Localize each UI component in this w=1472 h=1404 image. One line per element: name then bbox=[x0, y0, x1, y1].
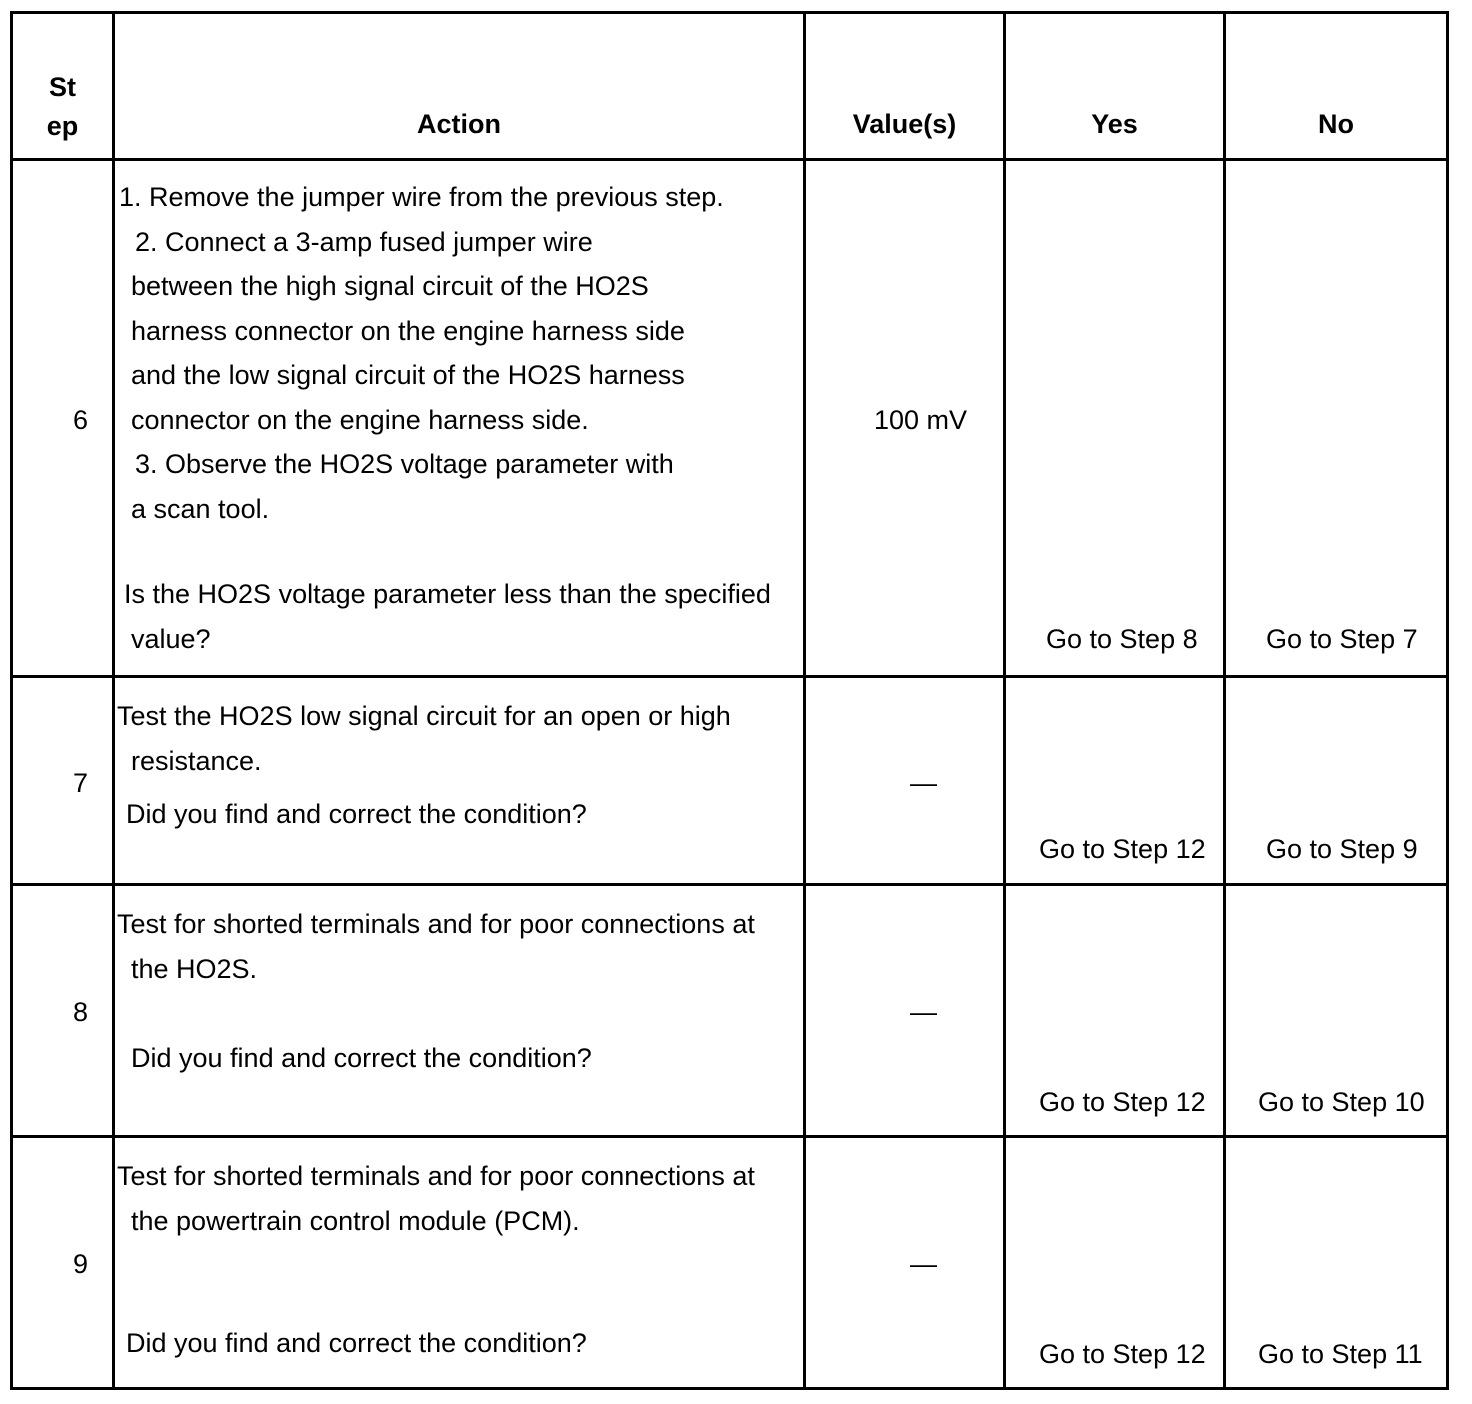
step-number: 9 bbox=[73, 1249, 89, 1279]
header-no: No bbox=[1225, 13, 1448, 160]
no-cell: Go to Step 7 bbox=[1225, 160, 1448, 677]
yes-cell: Go to Step 12 bbox=[1005, 885, 1225, 1137]
step-number: 7 bbox=[73, 768, 89, 798]
step-number: 6 bbox=[73, 405, 89, 435]
step-number: 8 bbox=[73, 997, 89, 1027]
table-row bbox=[12, 1137, 1448, 1389]
action-cell: Test the HO2S low signal circuit for an open or high resistance. Did you find and correct the condition? bbox=[114, 677, 805, 885]
yes-cell: Go to Step 8 bbox=[1005, 160, 1225, 677]
value-cell: — bbox=[805, 677, 1005, 885]
step-cell bbox=[12, 1137, 114, 1389]
diagnostic-table bbox=[10, 11, 1449, 1390]
action-cell: 1. Remove the jumper wire from the previous step. 2. Connect a 3-amp fused jumper wire between the high signal circuit of the HO2S harness connector on the engine harness side and the low signal circuit of the HO2S harness connector on the engine harness side. 3. Observe the HO2S voltage parameter with a scan tool. Is the HO2S voltage parameter less than the specified value? bbox=[114, 160, 805, 677]
value-cell: — bbox=[805, 1137, 1005, 1389]
value-cell: 100 mV bbox=[805, 160, 1005, 677]
step-cell bbox=[12, 677, 114, 885]
header-step: St ep bbox=[12, 13, 114, 160]
header-values: Value(s) bbox=[805, 13, 1005, 160]
step-cell bbox=[12, 160, 114, 677]
no-cell: Go to Step 11 bbox=[1225, 1137, 1448, 1389]
value-cell: — bbox=[805, 885, 1005, 1137]
action-cell: Test for shorted terminals and for poor connections at the powertrain control module (PCM). Did you find and correct the condition? bbox=[114, 1137, 805, 1389]
step-cell bbox=[12, 885, 114, 1137]
table-row bbox=[12, 677, 1448, 885]
table-row bbox=[12, 885, 1448, 1137]
no-cell: Go to Step 10 bbox=[1225, 885, 1448, 1137]
header-row bbox=[12, 13, 1448, 160]
yes-cell: Go to Step 12 bbox=[1005, 677, 1225, 885]
yes-cell: Go to Step 12 bbox=[1005, 1137, 1225, 1389]
no-cell: Go to Step 9 bbox=[1225, 677, 1448, 885]
action-cell: Test for shorted terminals and for poor connections at the HO2S. Did you find and correct the condition? bbox=[114, 885, 805, 1137]
header-yes: Yes bbox=[1005, 13, 1225, 160]
table-row bbox=[12, 160, 1448, 677]
header-action: Action bbox=[114, 13, 805, 160]
